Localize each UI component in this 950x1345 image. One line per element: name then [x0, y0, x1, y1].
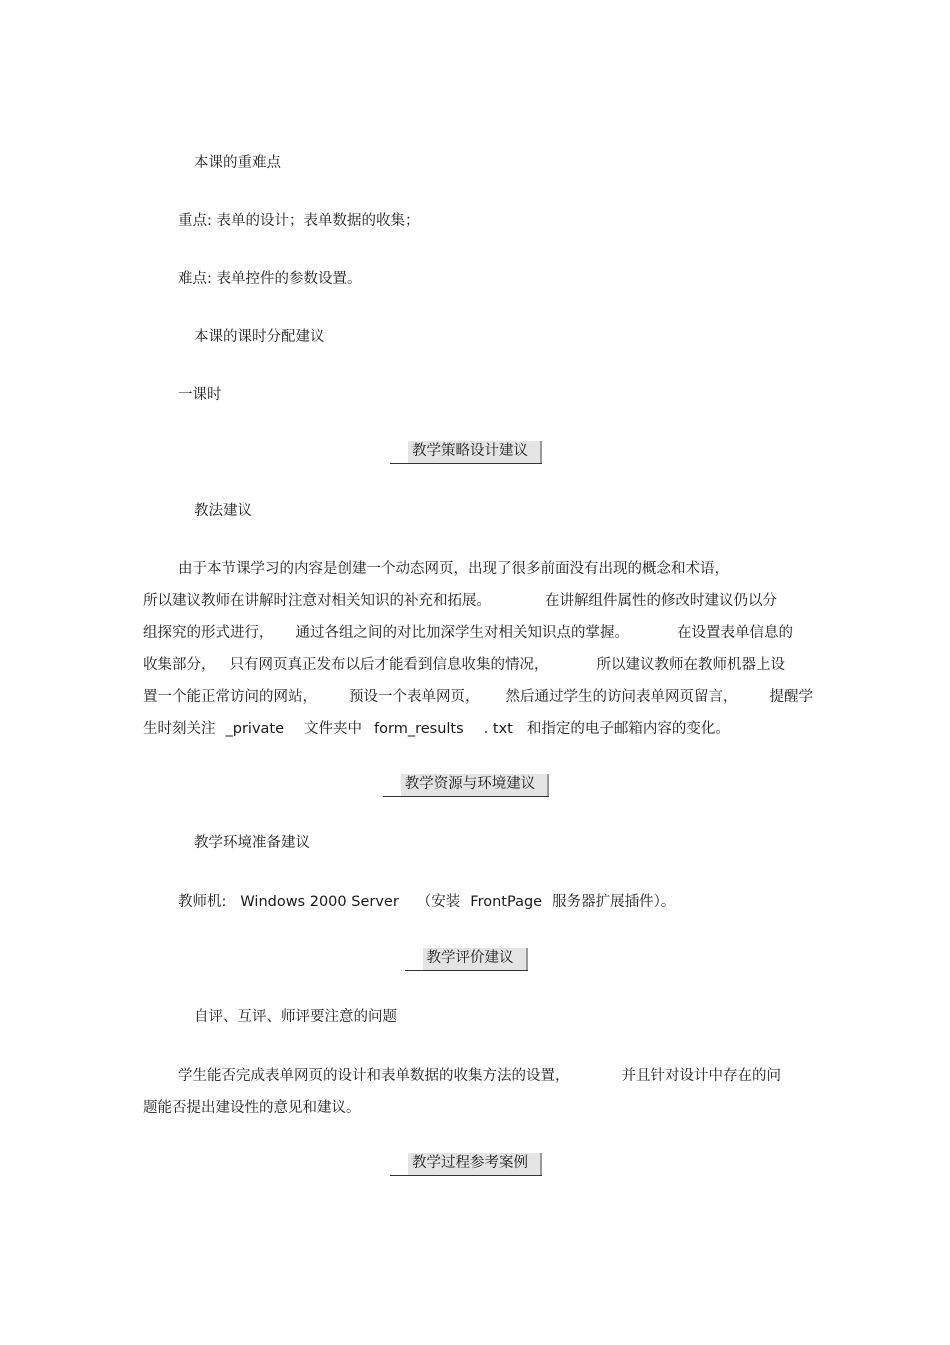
section-title-hours: 本课的课时分配建议: [194, 329, 325, 345]
heading-evaluation-label: 教学评价建议: [423, 948, 528, 970]
text-segment: 文件夹中: [304, 721, 363, 737]
paragraph-line: [143, 687, 813, 707]
heading-resources-label: 教学资源与环境建议: [401, 774, 550, 796]
heading-process-case-label: 教学过程参考案例: [408, 1153, 542, 1175]
paragraph-line: 由于本节课学习的内容是创建一个动态网页，出现了很多前面没有出现的概念和术语，: [178, 561, 729, 577]
text-segment: 组探究的形式进行，: [143, 625, 274, 641]
heading-strategy: [0, 441, 950, 463]
text-segment: 在设置表单信息的: [677, 625, 793, 641]
code-private-folder: _private: [225, 721, 285, 737]
teacher-machine-line: [178, 892, 675, 912]
paragraph-line: [178, 1066, 781, 1086]
text-segment: 生时刻关注: [143, 721, 216, 737]
text-segment: 通过各组之间的对比加深学生对相关知识点的掌握。: [295, 625, 629, 641]
text-segment: 收集部分，: [143, 657, 216, 673]
text-segment: FrontPage: [470, 894, 543, 910]
code-txt-extension: . txt: [483, 721, 513, 737]
paragraph-line: [143, 719, 730, 739]
paragraph-line: 题能否提出建设性的意见和建议。: [143, 1100, 361, 1116]
subheading-teaching-method: 教法建议: [194, 503, 252, 519]
paragraph-line: [143, 655, 785, 675]
heading-resources: [0, 774, 950, 796]
heading-strategy-label: 教学策略设计建议: [408, 441, 542, 463]
text-segment: 只有网页真正发布以后才能看到信息收集的情况，: [229, 657, 549, 673]
text-segment: 学生能否完成表单网页的设计和表单数据的收集方法的设置，: [178, 1068, 570, 1084]
hours-line: 一课时: [178, 387, 222, 403]
heading-process-case: [0, 1153, 950, 1175]
text-segment: （安装: [416, 894, 461, 910]
text-segment: 所以建议教师在讲解时注意对相关知识的补充和拓展。: [143, 593, 491, 609]
text-segment: 提醒学: [769, 689, 813, 705]
text-segment: 和指定的电子邮箱内容的变化。: [526, 721, 730, 737]
heading-evaluation: [0, 948, 950, 970]
text-segment: 服务器扩展插件）。: [552, 894, 676, 910]
text-segment: 教师机:: [178, 894, 227, 910]
subheading-evaluation-issues: 自评、互评、师评要注意的问题: [194, 1009, 397, 1025]
text-segment: Windows 2000 Server: [240, 894, 399, 910]
subheading-environment: 教学环境准备建议: [194, 835, 310, 851]
text-segment: 所以建议教师在教师机器上设: [596, 657, 785, 673]
text-segment: 预设一个表单网页，: [349, 689, 480, 705]
code-form-results: form_results: [374, 721, 464, 737]
paragraph-line: [143, 623, 793, 643]
key-point-line: 重点: 表单的设计；表单数据的收集；: [178, 213, 420, 229]
paragraph-line: [143, 591, 777, 611]
text-segment: 在讲解组件属性的修改时建议仍以分: [545, 593, 777, 609]
text-segment: 并且针对设计中存在的问: [621, 1068, 781, 1084]
text-segment: 置一个能正常访问的网站，: [143, 689, 317, 705]
text-segment: 然后通过学生的访问表单网页留言，: [505, 689, 738, 705]
difficult-point-line: 难点: 表单控件的参数设置。: [178, 271, 362, 287]
section-title-key-points: 本课的重难点: [194, 155, 281, 171]
